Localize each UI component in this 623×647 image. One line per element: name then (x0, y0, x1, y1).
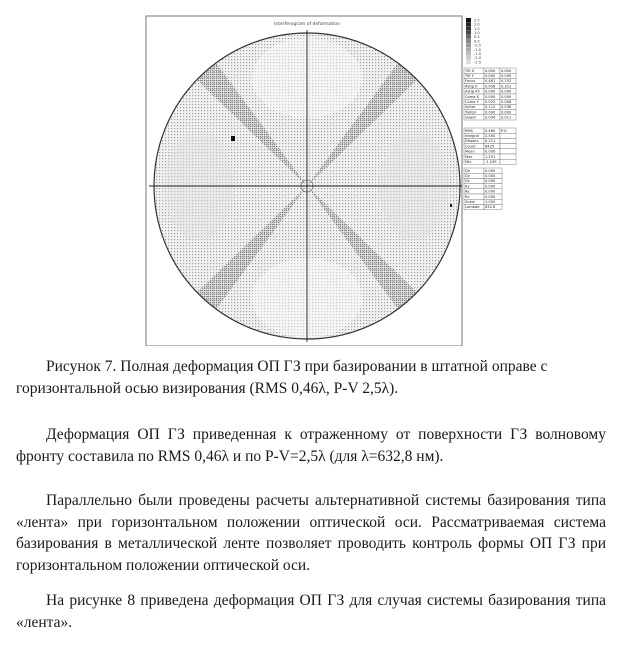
table-cell-text: Coma Y (465, 100, 479, 104)
table-cell-text: 0.025 (485, 100, 496, 104)
paragraph-figure8-reference: На рисунке 8 приведена деформация ОП ГЗ для случая системы базирования типа «лента». (16, 592, 606, 631)
table-cell-text: 0.958 (485, 84, 496, 89)
table-cell-text: Rx (465, 184, 470, 189)
statistics-table (464, 128, 516, 164)
table-cell-text: 0.011 (501, 115, 512, 120)
table-cell-text: 632.8 (485, 205, 496, 210)
legend-swatch (466, 18, 471, 22)
table-cell (500, 144, 516, 149)
table-cell-text: Tilt X (465, 68, 475, 73)
table-cell (500, 159, 516, 164)
table-cell-text: 0.000 (485, 174, 496, 178)
table-cell-text: 2.500 (485, 134, 496, 138)
legend-swatch (466, 47, 471, 51)
table-cell-text: 0.034 (485, 115, 496, 120)
table-cell-text: Mean (465, 149, 475, 154)
table-cell-text: Rz (465, 194, 470, 199)
legend-label: -1.0 (474, 47, 482, 52)
table-cell-text: 0.036 (501, 105, 512, 110)
table-cell-text: 0.000 (485, 89, 496, 94)
table-cell (500, 138, 516, 143)
deformation-figure (144, 8, 524, 346)
table-cell-text: Dz (465, 179, 470, 184)
table-cell-text: 0.000 (501, 110, 512, 115)
legend-label: 0.5 (474, 35, 480, 40)
legend-swatch (466, 52, 471, 56)
table-cell-text: Focus (465, 79, 476, 84)
table-cell-text: Scale (465, 200, 475, 204)
legend-label: -2.5 (474, 60, 482, 65)
color-legend (466, 18, 482, 64)
legend-label: -1.5 (474, 52, 482, 56)
table-cell (500, 154, 516, 159)
table-cell-text: Astig 45 (465, 89, 480, 94)
table-cell-text: 0.112 (485, 105, 496, 110)
legend-label: 0.0 (474, 39, 480, 44)
table-cell-text: 0.000 (485, 110, 496, 115)
table-cell-text: 0.461 (485, 79, 496, 84)
table-cell-text: Dispers (465, 139, 479, 144)
legend-swatch (466, 56, 471, 60)
table-cell-text: 0.000 (485, 68, 496, 73)
legend-swatch (466, 35, 471, 39)
legend-swatch (466, 60, 471, 64)
table-cell-text: Astig 0 (465, 84, 478, 89)
table-cell-text: Min (465, 160, 472, 164)
table-cell-text: 0.000 (485, 168, 496, 173)
table-cell-text: Lambda (465, 205, 480, 210)
legend-swatch (466, 39, 471, 43)
table-cell-text: 6425 (485, 144, 495, 149)
table-cell-text: 0.460 (485, 128, 496, 133)
table-cell-text: 0.000 (485, 74, 496, 78)
marker-right (450, 204, 452, 207)
paragraph-deformation-result: Деформация ОП ГЗ приведенная к отраженному от поверхности ГЗ волновому фронту составила по RMS 0,46λ и по P-V=2,5λ (для λ=632,8 нм). (16, 426, 606, 465)
legend-swatch (466, 31, 471, 35)
table-cell-text: Ry (465, 189, 470, 194)
figure-caption: Рисунок 7. Полная деформация ОП ГЗ при базировании в штатной оправе с горизонтальной осью визирования (RMS 0,46λ, P-V 2,5λ). (16, 358, 548, 397)
legend-label: -2.0 (474, 56, 482, 61)
coefficients-table (464, 68, 516, 120)
legend-label: -0.5 (474, 43, 482, 48)
table-cell-text: Count (465, 144, 476, 149)
marker-left (231, 136, 235, 141)
legend-swatch (466, 43, 471, 47)
table-cell-text: 0.000 (485, 94, 496, 99)
plot-title: Interferogram of deformation (274, 22, 340, 27)
table-cell-text: Trefoil (465, 110, 476, 115)
table-cell-text: Dy (465, 174, 470, 178)
table-cell-text: Spher (465, 105, 476, 110)
table-cell-text: 0.000 (501, 89, 512, 94)
legend-label: 1.5 (474, 26, 480, 31)
table-cell (500, 133, 516, 138)
table-cell-text: 0.000 (485, 149, 496, 154)
legend-swatch (466, 22, 471, 26)
table-cell-text: Max (465, 154, 473, 159)
table-cell (500, 149, 516, 154)
table-cell-text: RMS (465, 128, 473, 133)
table-cell-text: Integral (465, 134, 479, 138)
table-cell-text: 0.000 (501, 94, 512, 99)
legend-swatch (466, 26, 471, 30)
table-cell-text: 0.000 (501, 68, 512, 73)
table-cell-text: Tilt Y (465, 74, 474, 78)
parameters-table (464, 168, 502, 210)
table-cell-text: 0.000 (485, 194, 496, 199)
legend-label: 2.5 (474, 18, 480, 23)
table-cell-text: 0.000 (501, 74, 512, 78)
table-cell-text: 0.008 (501, 100, 512, 104)
table-cell-text: Quadr (465, 115, 477, 120)
table-cell-text: 0.211 (485, 139, 496, 144)
table-cell-text: 0.152 (501, 79, 512, 84)
table-cell-text: 1.000 (485, 200, 496, 204)
legend-label: 2.0 (474, 22, 480, 27)
legend-label: 1.0 (474, 31, 480, 35)
table-cell-text: P-V (501, 128, 507, 133)
paragraph-alternative-system: Параллельно были проведены расчеты альтернативной системы базирования типа «лента» при горизонтальном положении оптической оси. Рассматриваемая система базирования в металлической ленте позволяет проводить контроль формы ОП ГЗ при горизонтальном положении оптической оси. (16, 492, 606, 574)
table-cell-text: 0.000 (485, 179, 496, 184)
table-cell-text: Dx (465, 168, 470, 173)
table-cell-text: -1.249 (485, 160, 497, 164)
table-cell-text: 0.312 (501, 84, 512, 89)
table-cell-text: Coma X (465, 94, 480, 99)
table-cell-text: 1.251 (485, 154, 496, 159)
table-cell-text: 0.000 (485, 189, 496, 194)
table-cell-text: 0.000 (485, 184, 496, 189)
